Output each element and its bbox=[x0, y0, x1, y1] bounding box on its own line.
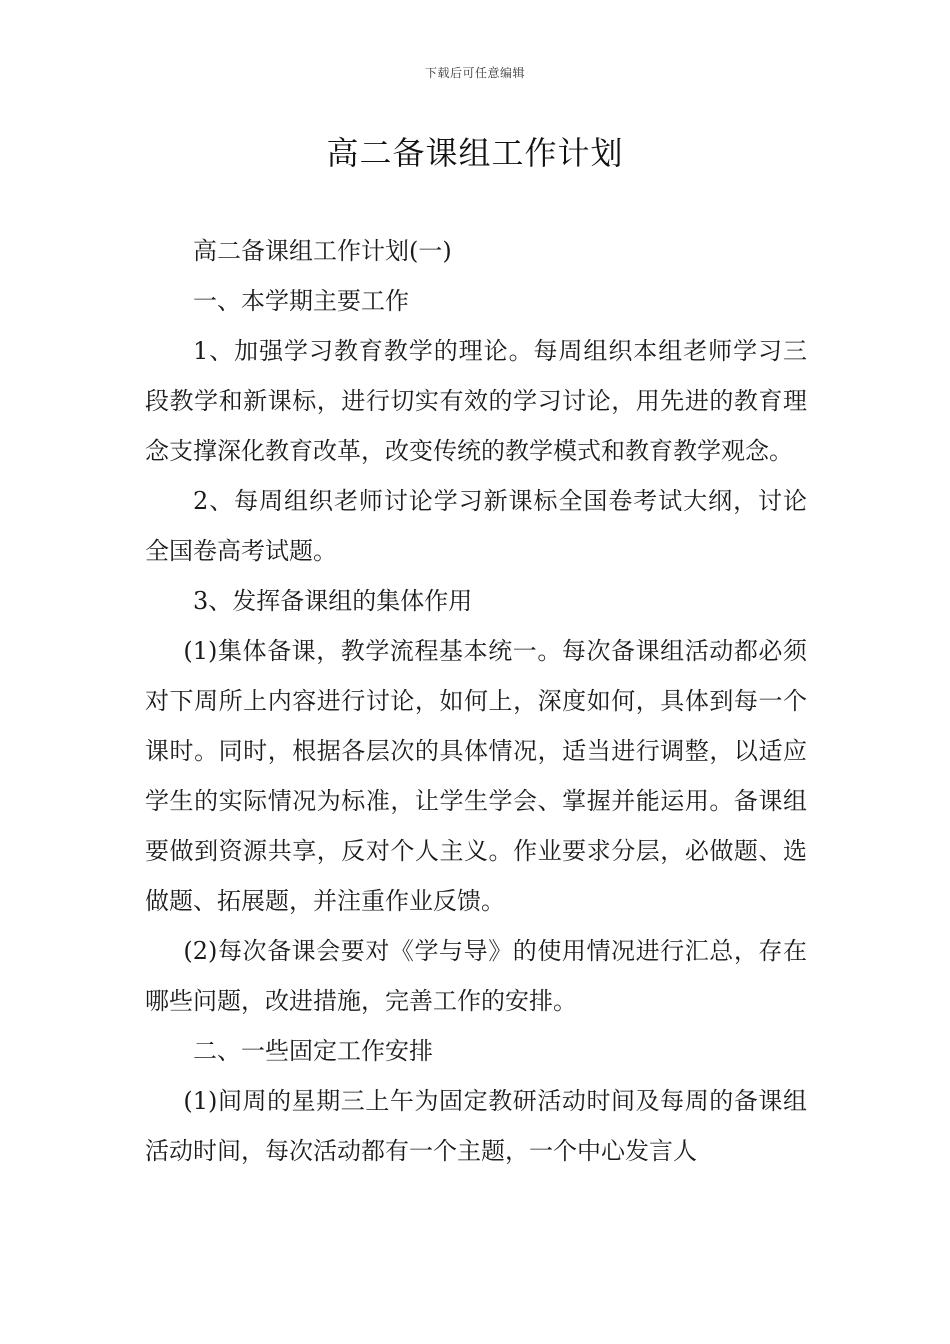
section-heading-main-work: 一、本学期主要工作 bbox=[193, 287, 409, 315]
paragraph-item-3: 3、发挥备课组的集体作用 bbox=[193, 587, 473, 615]
paragraph-fixed-subitem-1: (1)间周的星期三上午为固定教研活动时间及每周的备课组活动时间，每次活动都有一个主题，一个中心发言人 bbox=[145, 1087, 807, 1165]
paragraph-subitem-2: (2)每次备课会要对《学与导》的使用情况进行汇总，存在哪些问题，改进措施，完善工作的安排。 bbox=[145, 937, 807, 1015]
paragraph-item-1: 1、加强学习教育教学的理论。每周组织本组老师学习三段教学和新课标，进行切实有效的学习讨论，用先进的教育理念支撑深化教育改革，改变传统的教学模式和教育教学观念。 bbox=[145, 337, 807, 465]
document-title: 高二备课组工作计划 bbox=[326, 134, 624, 172]
header-note: 下载后可任意编辑 bbox=[424, 66, 525, 80]
section-subtitle: 高二备课组工作计划(一) bbox=[193, 237, 452, 265]
paragraph-item-2: 2、每周组织老师讨论学习新课标全国卷考试大纲，讨论全国卷高考试题。 bbox=[145, 487, 807, 565]
document-body bbox=[145, 226, 807, 1176]
section-heading-fixed-work: 二、一些固定工作安排 bbox=[193, 1037, 433, 1065]
paragraph-subitem-1: (1)集体备课，教学流程基本统一。每次备课组活动都必须对下周所上内容进行讨论，如何上，深度如何，具体到每一个课时。同时，根据各层次的具体情况，适当进行调整，以适应学生的实际情况为标准，让学生学会、掌握并能运用。备课组要做到资源共享，反对个人主义。作业要求分层，必做题、选做题、拓展题，并注重作业反馈。 bbox=[145, 637, 807, 915]
